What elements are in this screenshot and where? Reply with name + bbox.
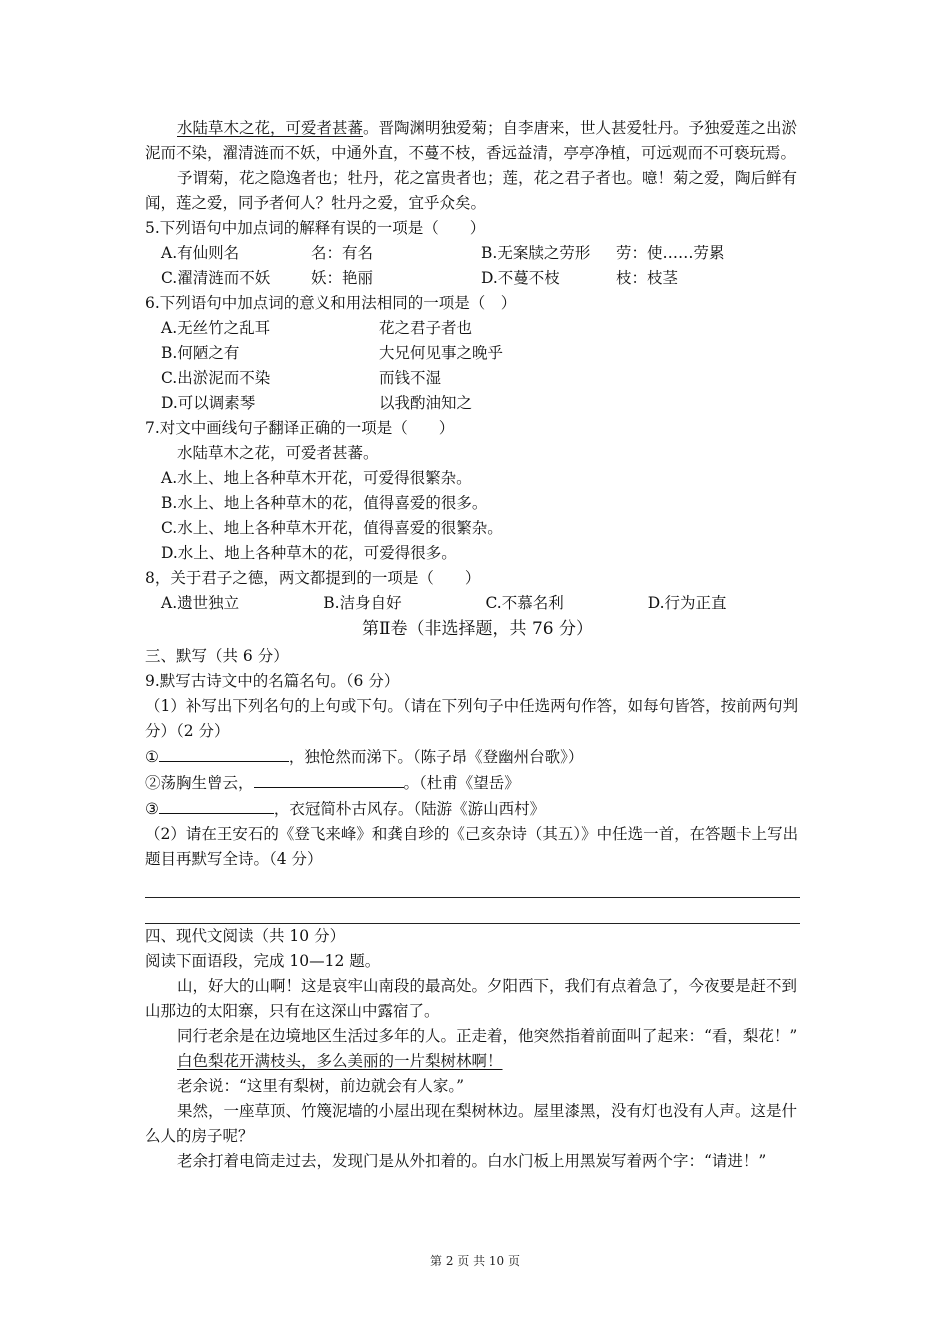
option-c-left: C.出淤泥而不染 <box>161 369 271 387</box>
question-7-option-d: D.水上、地上各种草木的花，可爱得很多。 <box>161 544 457 562</box>
question-6-option-a <box>145 316 810 341</box>
line-text: ，独怆然而涕下。（陈子昂《登幽州台歌》） <box>288 748 584 766</box>
question-9-sub-2: （2）请在王安石的《登飞来峰》和龚自珍的《己亥杂诗（其五）》中任选一首，在答题卡上写出题目再默写全诗。（4 分） <box>145 825 799 868</box>
option-b-gloss: 劳：使……劳累 <box>616 244 725 262</box>
reading-paragraph: 果然，一座草顶、竹篾泥墙的小屋出现在梨树林边。屋里漆黑，没有灯也没有人声。这是什么人的房子呢？ <box>145 1102 798 1145</box>
answer-line-1[interactable] <box>145 872 800 898</box>
question-5-options-row-1 <box>145 241 810 266</box>
question-5-stem: 5.下列语句中加点词的解释有误的一项是（ ） <box>145 219 486 237</box>
question-5-options-row-2 <box>145 266 810 291</box>
option-a: A.有仙则名 <box>161 244 240 262</box>
option-a-right: 花之君子者也 <box>379 319 473 337</box>
question-7-option-a: A.水上、地上各种草木开花，可爱得很繁杂。 <box>161 469 472 487</box>
question-7-option-b: B.水上、地上各种草木的花，值得喜爱的很多。 <box>161 494 488 512</box>
option-c-gloss: 妖：艳丽 <box>311 269 374 287</box>
option-d-gloss: 枝：枝茎 <box>616 269 679 287</box>
reading-paragraph-underlined <box>145 1049 810 1074</box>
passage-text: 。晋陶渊明独爱菊；自李唐来，世人甚爱牡丹。予独爱莲之出淤泥而不染，濯清涟而不妖，中通外直，不蔓不枝，香远益清，亭亭净植，可远观而不可亵玩焉。 <box>145 119 798 162</box>
answer-blank-2[interactable] <box>254 770 404 788</box>
question-7-option-c: C.水上、地上各种草木开花，值得喜爱的很繁杂。 <box>161 519 503 537</box>
question-7-sentence: 水陆草木之花，可爱者甚蕃。 <box>177 444 379 462</box>
fill-line-1 <box>145 744 810 770</box>
underlined-sentence: 白色梨花开满枝头，多么美丽的一片梨树林啊！ <box>177 1052 503 1070</box>
fill-line-3 <box>145 796 810 822</box>
reading-instruction: 阅读下面语段，完成 10—12 题。 <box>145 952 381 970</box>
question-6-stem: 6.下列语句中加点词的意义和用法相同的一项是（ ） <box>145 294 517 312</box>
page-content <box>145 116 810 1174</box>
line-text: ，衣冠简朴古风存。（陆游《游山西村》 <box>273 800 546 818</box>
option-b: B.洁身自好 <box>323 594 402 612</box>
answer-blank-1[interactable] <box>159 744 289 762</box>
line-text: ②荡胸生曾云， <box>145 774 254 792</box>
question-9-stem: 9.默写古诗文中的名篇名句。（6 分） <box>145 672 400 690</box>
option-b-left: B.何陋之有 <box>161 344 240 362</box>
option-a-left: A.无丝竹之乱耳 <box>161 319 271 337</box>
option-d: D.行为正直 <box>647 594 727 612</box>
option-d-right: 以我酌油知之 <box>379 394 473 412</box>
option-a: A.遗世独立 <box>161 594 240 612</box>
answer-blank-3[interactable] <box>159 796 274 814</box>
reading-paragraph: 山，好大的山啊！这是哀牢山南段的最高处。夕阳西下，我们有点着急了，今夜要是赶不到山那边的太阳寨，只有在这深山中露宿了。 <box>145 977 798 1020</box>
option-b-right: 大兄何见事之晚乎 <box>379 344 504 362</box>
question-8-stem: 8，关于君子之德，两文都提到的一项是（ ） <box>145 569 481 587</box>
passage-paragraph-1 <box>145 116 810 166</box>
answer-line-2[interactable] <box>145 898 800 924</box>
question-6-option-d <box>145 391 810 416</box>
line-text: 。（杜甫《望岳》 <box>403 774 520 792</box>
underlined-sentence: 水陆草木之花，可爱者甚蕃 <box>177 119 364 137</box>
reading-paragraph: 老余打着电筒走过去，发现门是从外扣着的。白水门板上用黑炭写着两个字：“请进！” <box>177 1152 767 1170</box>
reading-paragraph: 同行老余是在边境地区生活过多年的人。正走着，他突然指着前面叫了起来：“看，梨花！” <box>177 1027 798 1045</box>
fill-line-2 <box>145 770 810 796</box>
part-2-title: 第Ⅱ卷（非选择题，共 76 分） <box>362 619 593 639</box>
option-c-right: 而钱不湿 <box>379 369 442 387</box>
option-d: D.不蔓不枝 <box>481 269 560 287</box>
question-7-stem: 7.对文中画线句子翻译正确的一项是（ ） <box>145 419 455 437</box>
line-number: ① <box>145 748 159 766</box>
page-footer: 第 2 页 共 10 页 <box>430 1254 520 1268</box>
question-6-option-b <box>145 341 810 366</box>
section-3-heading: 三、默写（共 6 分） <box>145 647 289 665</box>
question-8-options <box>145 591 810 616</box>
line-number: ③ <box>145 800 159 818</box>
option-b: B.无案牍之劳形 <box>481 244 591 262</box>
reading-paragraph: 老余说：“这里有梨树，前边就会有人家。” <box>177 1077 465 1095</box>
question-6-option-c <box>145 366 810 391</box>
question-9-sub-1: （1）补写出下列名句的上句或下句。（请在下列句子中任选两句作答，如每句皆答，按前两句判分）（2 分） <box>145 697 799 740</box>
option-c: C.不慕名利 <box>485 594 564 612</box>
passage-paragraph-2: 予谓菊，花之隐逸者也；牡丹，花之富贵者也；莲，花之君子者也。噫！菊之爱，陶后鲜有闻，莲之爱，同予者何人？牡丹之爱，宜乎众矣。 <box>145 169 798 212</box>
option-c: C.濯清涟而不妖 <box>161 269 271 287</box>
option-d-left: D.可以调素琴 <box>161 394 256 412</box>
option-a-gloss: 名：有名 <box>311 244 374 262</box>
section-4-heading: 四、现代文阅读（共 10 分） <box>145 927 346 945</box>
